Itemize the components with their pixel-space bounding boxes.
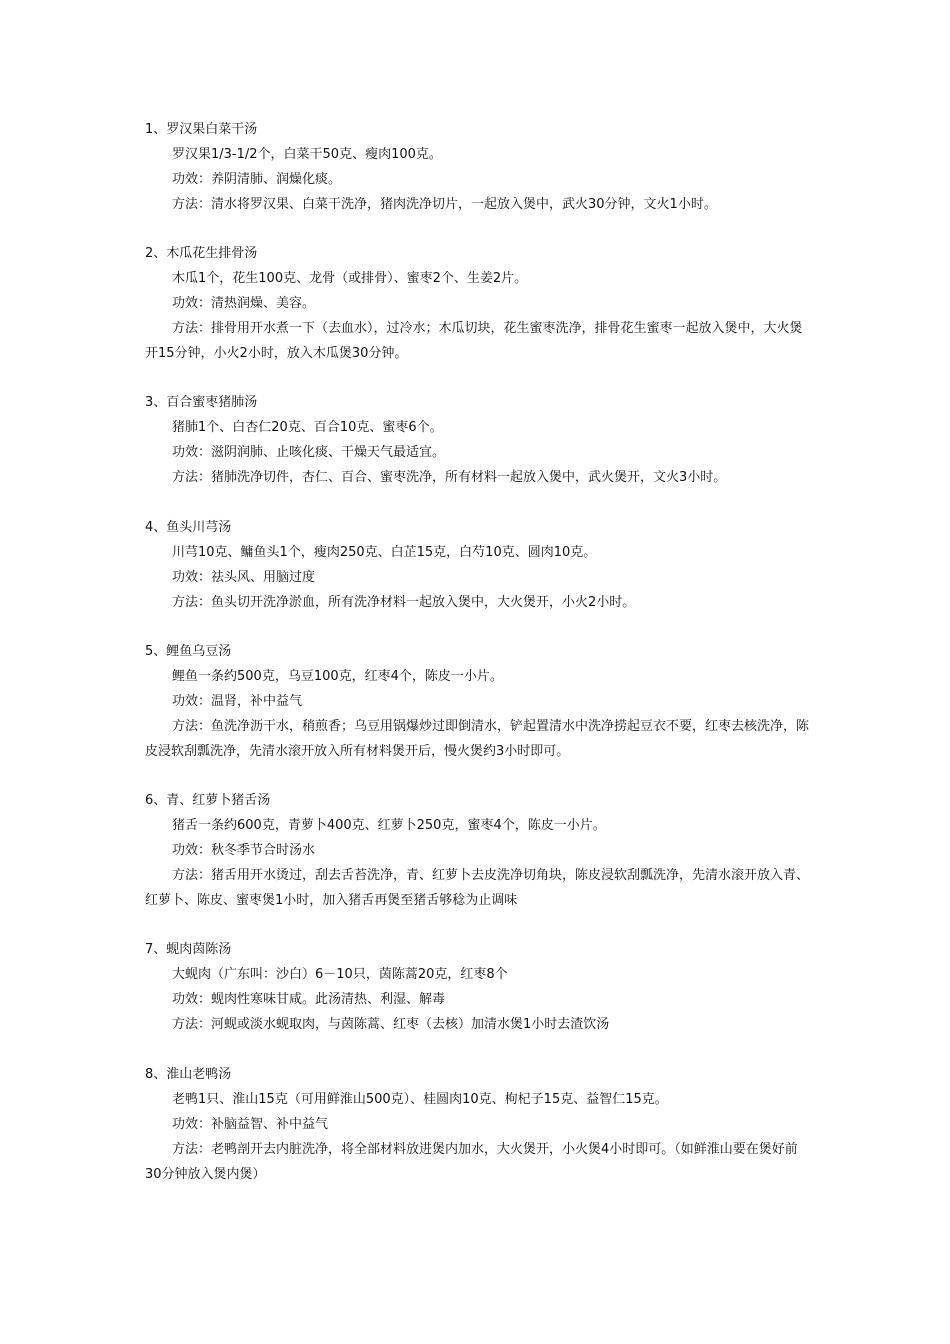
recipe-effect: 功效：温肾，补中益气	[172, 694, 303, 709]
recipe-effect: 功效：补脑益智、补中益气	[172, 1117, 329, 1132]
recipe-method: 方法：老鸭剖开去内脏洗净，将全部材料放进煲内加水，大火煲开，小火煲4小时即可。（如鲜淮山要在煲好前30分钟放入煲内煲）	[145, 1142, 798, 1182]
recipe-ingredients: 猪舌一条约600克，青萝卜400克、红萝卜250克，蜜枣4个，陈皮一小片。	[172, 818, 606, 833]
recipe-section	[145, 117, 810, 217]
recipe-effect: 功效：滋阴润肺、止咳化痰、干燥天气最适宜。	[172, 445, 446, 460]
recipe-method: 方法：河蚬或淡水蚬取肉，与茵陈蒿、红枣（去核）加清水煲1小时去渣饮汤	[172, 1017, 610, 1032]
recipe-effect: 功效：蚬肉性寒味甘咸。此汤清热、利湿、解毒	[172, 992, 446, 1007]
recipe-section	[145, 639, 810, 764]
recipe-section	[145, 390, 810, 490]
recipe-title: 7、蚬肉茵陈汤	[145, 942, 232, 957]
recipe-method: 方法：猪舌用开水烫过，刮去舌苔洗净，青、红萝卜去皮洗净切角块，陈皮浸软刮瓢洗净，先清水滚开放入青、红萝卜、陈皮、蜜枣煲1小时，加入猪舌再煲至猪舌够稔为止调味	[145, 868, 810, 908]
recipe-title: 4、鱼头川芎汤	[145, 520, 232, 535]
recipe-ingredients: 木瓜1个，花生100克、龙骨（或排骨）、蜜枣2个、生姜2片。	[172, 271, 528, 286]
recipe-title: 2、木瓜花生排骨汤	[145, 246, 258, 261]
recipe-section	[145, 788, 810, 913]
recipe-ingredients: 罗汉果1/3-1/2个，白菜干50克、瘦肉100克。	[172, 147, 442, 162]
recipe-ingredients: 大蚬肉（广东叫：沙白）6－10只，茵陈蒿20克，红枣8个	[172, 967, 508, 982]
recipe-method: 方法：清水将罗汉果、白菜干洗净，猪肉洗净切片，一起放入煲中，武火30分钟，文火1小时。	[172, 197, 717, 212]
recipe-title: 5、鲤鱼乌豆汤	[145, 644, 232, 659]
recipe-effect: 功效：祛头风、用脑过度	[172, 570, 316, 585]
recipe-method: 方法：排骨用开水煮一下（去血水），过冷水；木瓜切块，花生蜜枣洗净，排骨花生蜜枣一起放入煲中，大火煲开15分钟，小火2小时，放入木瓜煲30分钟。	[145, 321, 803, 361]
recipe-title: 6、青、红萝卜猪舌汤	[145, 793, 271, 808]
recipe-title: 3、百合蜜枣猪肺汤	[145, 395, 258, 410]
recipe-section	[145, 1062, 810, 1187]
recipe-effect: 功效：秋冬季节合时汤水	[172, 843, 316, 858]
recipe-ingredients: 老鸭1只、淮山15克（可用鲜淮山500克）、桂圆肉10克、枸杞子15克、益智仁15克。	[172, 1092, 668, 1107]
recipe-section	[145, 937, 810, 1037]
recipe-ingredients: 鲤鱼一条约500克，乌豆100克，红枣4个，陈皮一小片。	[172, 669, 503, 684]
recipe-method: 方法：鱼洗净沥干水，稍煎香；乌豆用锅爆炒过即倒清水，铲起置清水中洗净捞起豆衣不要，红枣去核洗净，陈皮浸软刮瓢洗净，先清水滚开放入所有材料煲开后，慢火煲约3小时即可。	[145, 719, 810, 759]
recipe-title: 1、罗汉果白菜干汤	[145, 122, 258, 137]
recipe-section	[145, 241, 810, 366]
recipe-method: 方法：鱼头切开洗净淤血，所有洗净材料一起放入煲中，大火煲开，小火2小时。	[172, 595, 636, 610]
recipe-ingredients: 川芎10克、鳙鱼头1个，瘦肉250克、白芷15克，白芍10克、圆肉10克。	[172, 545, 597, 560]
recipe-section	[145, 515, 810, 615]
recipe-effect: 功效：养阴清肺、润燥化痰。	[172, 172, 342, 187]
recipe-effect: 功效：清热润燥、美容。	[172, 296, 316, 311]
recipe-ingredients: 猪肺1个、白杏仁20克、百合10克、蜜枣6个。	[172, 420, 443, 435]
recipe-title: 8、淮山老鸭汤	[145, 1067, 232, 1082]
recipe-method: 方法：猪肺洗净切件，杏仁、百合、蜜枣洗净，所有材料一起放入煲中，武火煲开，文火3小时。	[172, 470, 727, 485]
